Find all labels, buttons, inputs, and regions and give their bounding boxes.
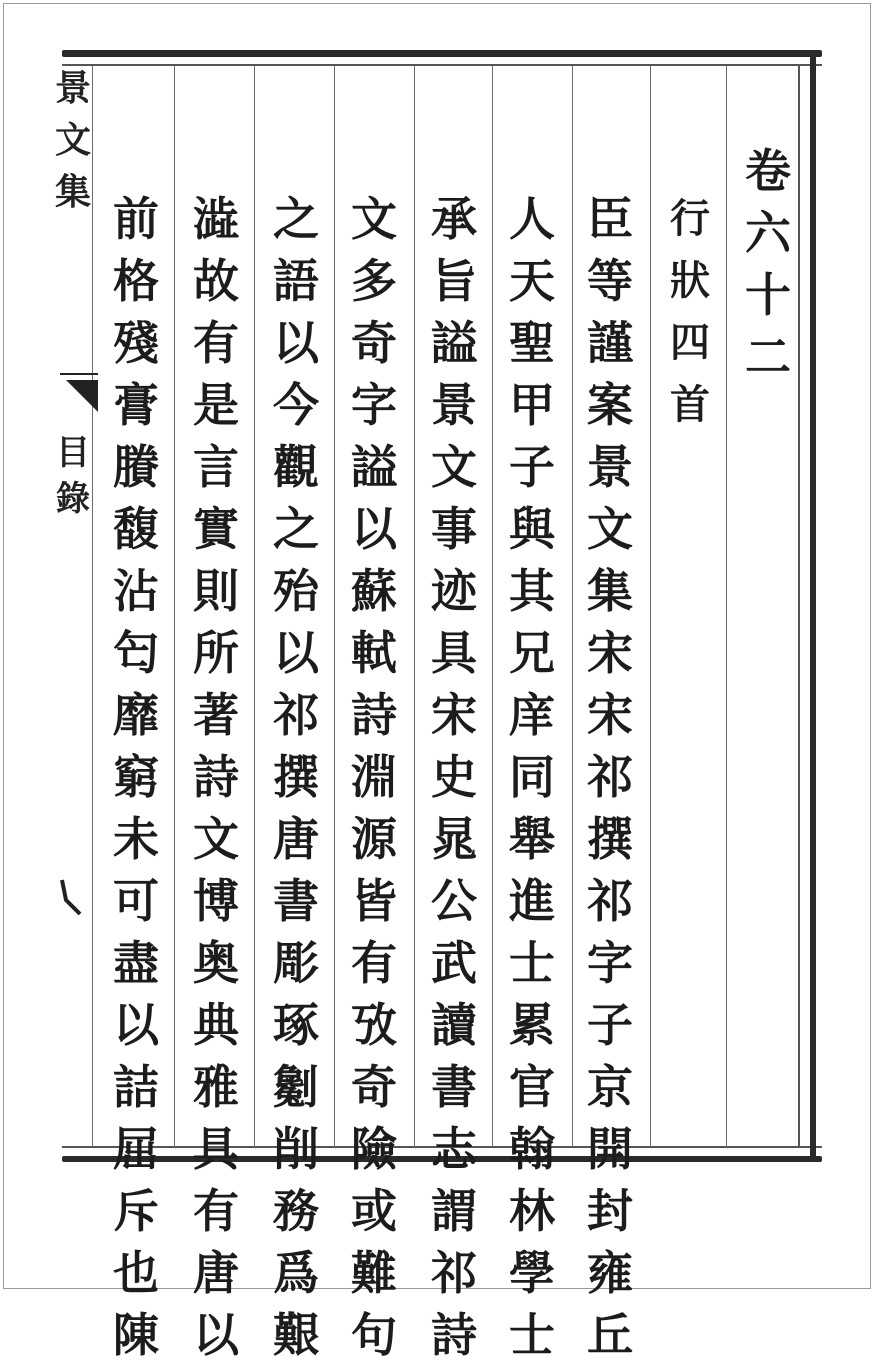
character: 今: [273, 378, 319, 432]
character: 錄: [56, 479, 90, 519]
character: 詩: [351, 688, 397, 742]
character: 承: [431, 192, 477, 246]
character: 以: [273, 316, 319, 370]
character: 匄: [113, 626, 159, 680]
character: 丘: [587, 1308, 633, 1362]
character: 源: [351, 812, 397, 866]
character: 狀: [670, 257, 710, 304]
character: 書: [273, 874, 319, 928]
character: 集: [587, 564, 633, 618]
character: 劖: [273, 1060, 319, 1114]
character: 攷: [351, 998, 397, 1052]
character: 翰: [509, 1122, 555, 1176]
character: 讀: [431, 998, 477, 1052]
frame-top-border: [62, 50, 822, 57]
column-divider: [492, 66, 493, 1148]
character: 祁: [587, 750, 633, 804]
character: 與: [509, 502, 555, 556]
character: 景: [55, 67, 92, 109]
character: 志: [431, 1122, 477, 1176]
character: 字: [351, 378, 397, 432]
character: 以: [193, 1308, 239, 1362]
character: 晁: [431, 812, 477, 866]
character: 彫: [273, 936, 319, 990]
character: 詩: [431, 1308, 477, 1362]
character: 公: [431, 874, 477, 928]
character: 武: [431, 936, 477, 990]
character: 膏: [113, 378, 159, 432]
character: 京: [587, 1060, 633, 1114]
character: 案: [587, 378, 633, 432]
character: 實: [193, 502, 239, 556]
character: 爲: [273, 1246, 319, 1300]
character: 是: [193, 378, 239, 432]
character: 難: [351, 1246, 397, 1300]
character: 斥: [113, 1184, 159, 1238]
character: 景: [431, 378, 477, 432]
character: 舉: [509, 812, 555, 866]
character: 文: [431, 440, 477, 494]
frame-top-inner-border: [62, 64, 822, 66]
text-column: [422, 188, 486, 1366]
fish-tail-mark: [60, 368, 100, 418]
character: 祁: [431, 1246, 477, 1300]
character: 謚: [351, 440, 397, 494]
character: 則: [193, 564, 239, 618]
margin-section-label: [58, 430, 88, 522]
character: 賸: [113, 440, 159, 494]
character: 具: [431, 626, 477, 680]
character: 謂: [431, 1184, 477, 1238]
character: 削: [273, 1122, 319, 1176]
character: 澁: [193, 192, 239, 246]
text-column: [578, 188, 642, 1366]
character: 窮: [113, 750, 159, 804]
character: 謹: [587, 316, 633, 370]
character: 宋: [587, 688, 633, 742]
character: 甲: [509, 378, 555, 432]
character: 險: [351, 1122, 397, 1176]
character: 淵: [351, 750, 397, 804]
character: 皆: [351, 874, 397, 928]
character: 殘: [113, 316, 159, 370]
character: 詰: [113, 1060, 159, 1114]
character: 或: [351, 1184, 397, 1238]
character: 臣: [587, 192, 633, 246]
character: 屈: [113, 1122, 159, 1176]
character: 多: [351, 254, 397, 308]
text-column: [342, 188, 406, 1366]
character: 詩: [193, 750, 239, 804]
character: 迹: [431, 564, 477, 618]
column-divider: [650, 66, 651, 1148]
character: 天: [509, 254, 555, 308]
character: 聖: [509, 316, 555, 370]
character: 著: [193, 688, 239, 742]
character: 林: [509, 1184, 555, 1238]
frame-right-border: [810, 50, 816, 1162]
character: 奇: [351, 1060, 397, 1114]
character: 其: [509, 564, 555, 618]
character: 博: [193, 874, 239, 928]
character: 靡: [113, 688, 159, 742]
character: 同: [509, 750, 555, 804]
character: 之: [273, 192, 319, 246]
character: 奥: [193, 936, 239, 990]
character: 殆: [273, 564, 319, 618]
character: 文: [587, 502, 633, 556]
character: 以: [273, 626, 319, 680]
character: 兄: [509, 626, 555, 680]
character: 事: [431, 502, 477, 556]
character: 首: [670, 381, 710, 428]
character: 具: [193, 1122, 239, 1176]
character: 六: [745, 206, 791, 260]
character: 士: [509, 936, 555, 990]
column-divider: [254, 66, 255, 1148]
character: 人: [509, 192, 555, 246]
character: 卷: [745, 144, 791, 198]
character: 累: [509, 998, 555, 1052]
character: 封: [587, 1184, 633, 1238]
character: 前: [113, 192, 159, 246]
character: 祁: [273, 688, 319, 742]
character: 未: [113, 812, 159, 866]
character: 行: [670, 195, 710, 242]
section-heading: [658, 188, 722, 436]
column-divider: [174, 66, 175, 1148]
text-column: [264, 188, 328, 1366]
column-divider: [92, 66, 93, 1148]
character: 以: [113, 998, 159, 1052]
character: 蘇: [351, 564, 397, 618]
character: 以: [351, 502, 397, 556]
character: 文: [351, 192, 397, 246]
character: 撰: [273, 750, 319, 804]
character: 盡: [113, 936, 159, 990]
character: 二: [745, 330, 791, 384]
column-divider: [572, 66, 573, 1148]
column-divider: [334, 66, 335, 1148]
character: 子: [509, 440, 555, 494]
character: 馥: [113, 502, 159, 556]
column-divider: [726, 66, 727, 1148]
character: 目: [56, 433, 90, 473]
character: 十: [745, 268, 791, 322]
character: 進: [509, 874, 555, 928]
character: 艱: [273, 1308, 319, 1362]
character: 格: [113, 254, 159, 308]
character: 琢: [273, 998, 319, 1052]
character: 官: [509, 1060, 555, 1114]
character: 之: [273, 502, 319, 556]
character: 語: [273, 254, 319, 308]
character: 務: [273, 1184, 319, 1238]
character: 有: [193, 1184, 239, 1238]
margin-book-title: [55, 62, 92, 218]
character: 等: [587, 254, 633, 308]
character: 故: [193, 254, 239, 308]
character: 士: [509, 1308, 555, 1362]
character: 集: [55, 171, 92, 213]
character: 文: [55, 119, 92, 161]
character: 四: [670, 319, 710, 366]
character: 景: [587, 440, 633, 494]
character: 奇: [351, 316, 397, 370]
character: 所: [193, 626, 239, 680]
character: 唐: [193, 1246, 239, 1300]
fish-tail-mark-lower: [60, 870, 84, 920]
volume-heading: [736, 140, 800, 388]
character: 有: [351, 936, 397, 990]
character: 典: [193, 998, 239, 1052]
character: 書: [431, 1060, 477, 1114]
character: 宋: [431, 688, 477, 742]
character: 宋: [587, 626, 633, 680]
character: 子: [587, 998, 633, 1052]
character: 句: [351, 1308, 397, 1362]
character: 旨: [431, 254, 477, 308]
character: 可: [113, 874, 159, 928]
character: 言: [193, 440, 239, 494]
character: 有: [193, 316, 239, 370]
character: 祁: [587, 874, 633, 928]
character: 也: [113, 1246, 159, 1300]
character: 陳: [113, 1308, 159, 1362]
character: 觀: [273, 440, 319, 494]
character: 開: [587, 1122, 633, 1176]
character: 雅: [193, 1060, 239, 1114]
character: 謚: [431, 316, 477, 370]
character: 軾: [351, 626, 397, 680]
character: 庠: [509, 688, 555, 742]
column-divider: [414, 66, 415, 1148]
text-column: [184, 188, 248, 1366]
character: 史: [431, 750, 477, 804]
character: 字: [587, 936, 633, 990]
text-column: [500, 188, 564, 1366]
character: 沾: [113, 564, 159, 618]
character: 雍: [587, 1246, 633, 1300]
character: 唐: [273, 812, 319, 866]
text-column: [104, 188, 168, 1366]
character: 學: [509, 1246, 555, 1300]
character: 文: [193, 812, 239, 866]
character: 撰: [587, 812, 633, 866]
